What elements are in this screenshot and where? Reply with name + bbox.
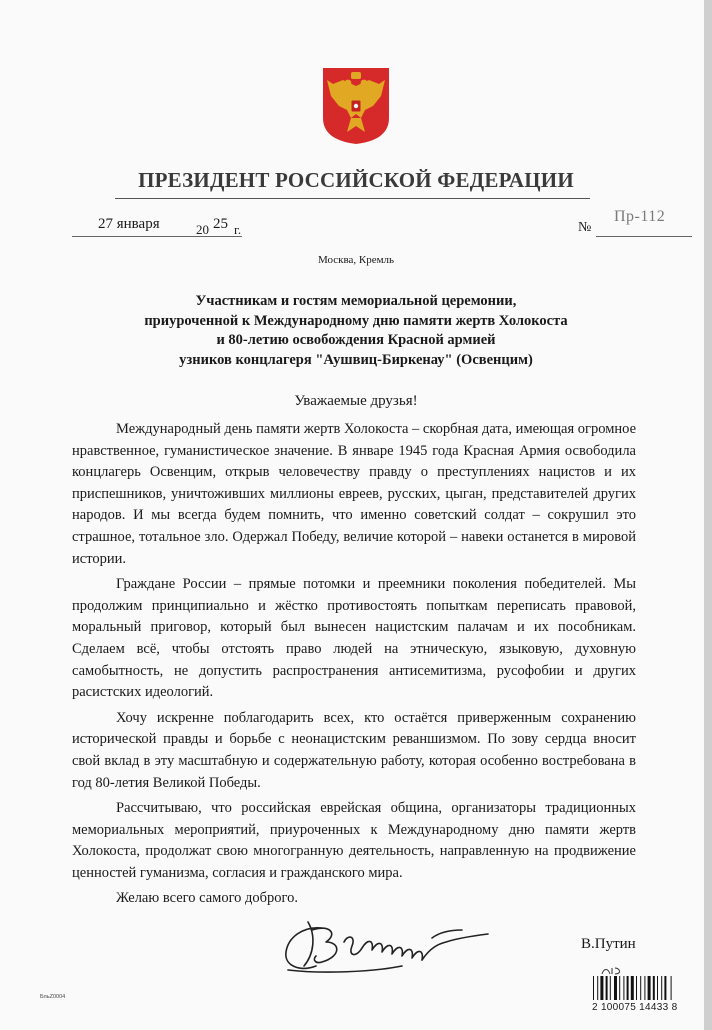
barcode-bar: [623, 976, 624, 1000]
greeting: Уважаемые друзья!: [294, 393, 418, 409]
barcode-bar: [610, 976, 611, 1000]
heading-line: Участникам и гостям мемориальной церемонии,: [195, 293, 517, 309]
addressee-heading: [90, 292, 622, 370]
barcode-bar: [627, 976, 629, 1000]
heading-line: приуроченной к Международному дню памяти жертв Холокоста: [144, 312, 568, 329]
body-paragraph: Желаю всего самого доброго.: [116, 890, 298, 907]
barcode-bar: [657, 976, 658, 1000]
heading-line: узников концлагеря "Аушвиц-Биркенау" (Освенцим): [179, 351, 533, 368]
coat-of-arms-emblem: [321, 66, 391, 146]
barcode-bar: [640, 976, 641, 1000]
page-edge: [704, 0, 712, 1030]
date-year-suffix: г.: [234, 222, 242, 237]
document-title: ПРЕЗИДЕНТ РОССИЙСКОЙ ФЕДЕРАЦИИ: [138, 168, 574, 192]
barcode-bar: [653, 976, 655, 1000]
barcode-bar: [636, 976, 637, 1000]
number-sign: №: [578, 220, 592, 235]
barcode-bar: [661, 976, 662, 1000]
barcode-bar: [664, 976, 666, 1000]
barcode-bar: [671, 976, 672, 1000]
date-year-prefix: 20: [196, 222, 209, 237]
printer-logo-icon: [600, 966, 626, 976]
date-underline: [72, 236, 242, 237]
barcode-bar: [600, 976, 603, 1000]
stock-code: БльZ0004: [40, 994, 66, 1000]
number-underline: [596, 236, 692, 237]
place-of-issue: Москва, Кремль: [317, 254, 395, 266]
signer-name: В.Путин: [581, 936, 636, 952]
body-paragraph: Рассчитываю, что российская еврейская община, организаторы традиционных мемориальных мероприятий, приуроченных к Международному дню памяти жертв Холокоста, продолжат свою многогранную деятельность, направленную на продвижение ценностей гуманизма, согласия и гражданского мира.: [72, 800, 636, 881]
body-paragraph: Граждане России – прямые потомки и преемники поколения победителей. Мы продолжим принципиально и жёстко противостоять попыткам переписать правовой, моральный приговор, который был вынесен нацистским палачам и их пособникам. Сделаем всё, чтобы отстоять право людей на этническую, языковую, духовную самобытность, не допустить распространения антисемитизма, русофобии и других расистских идеологий.: [72, 576, 636, 701]
letter-body: [72, 419, 636, 914]
barcode-bar: [606, 976, 608, 1000]
barcode-bar: [593, 976, 594, 1000]
date-day: 27 января: [98, 216, 160, 232]
barcode-bar: [648, 976, 651, 1000]
barcode-number: 2 100075 14433 8: [592, 1002, 678, 1013]
title-divider: [115, 198, 590, 199]
barcode-bar: [614, 976, 617, 1000]
barcode-bar: [597, 976, 598, 1000]
heading-line: и 80-летию освобождения Красной армией: [216, 332, 496, 348]
barcode: [592, 976, 678, 1000]
barcode-bar: [631, 976, 634, 1000]
body-paragraph: Хочу искренне поблагодарить всех, кто остаётся приверженным сохранению исторической правды и борьбе с неонацистским реваншизмом. По зову сердца вносит свой вклад в эту масштабную и содержательную работу, которая особенно востребована в год 80-летия Великой Победы.: [72, 709, 636, 791]
date-year: 25: [213, 216, 228, 232]
body-paragraph: Международный день памяти жертв Холокоста – скорбная дата, имеющая огромное нравственное, гуманистическое значение. В январе 1945 года Красная Армия освободила концлагерь Освенцим, открыв человечеству правду о преступлениях нацистов и их приспешников, уничтоживших миллионы евреев, русских, цыган, представителей других народов. И мы всегда будем помнить, что именно советский солдат – сокрушил это страшное, тотальное зло. Одержал Победу, величие которой – навеки останется в мировой истории.: [72, 421, 637, 567]
barcode-bar: [619, 976, 620, 1000]
handwritten-signature: [282, 908, 512, 978]
document-number: Пр-112: [614, 208, 666, 225]
barcode-bar: [644, 976, 645, 1000]
